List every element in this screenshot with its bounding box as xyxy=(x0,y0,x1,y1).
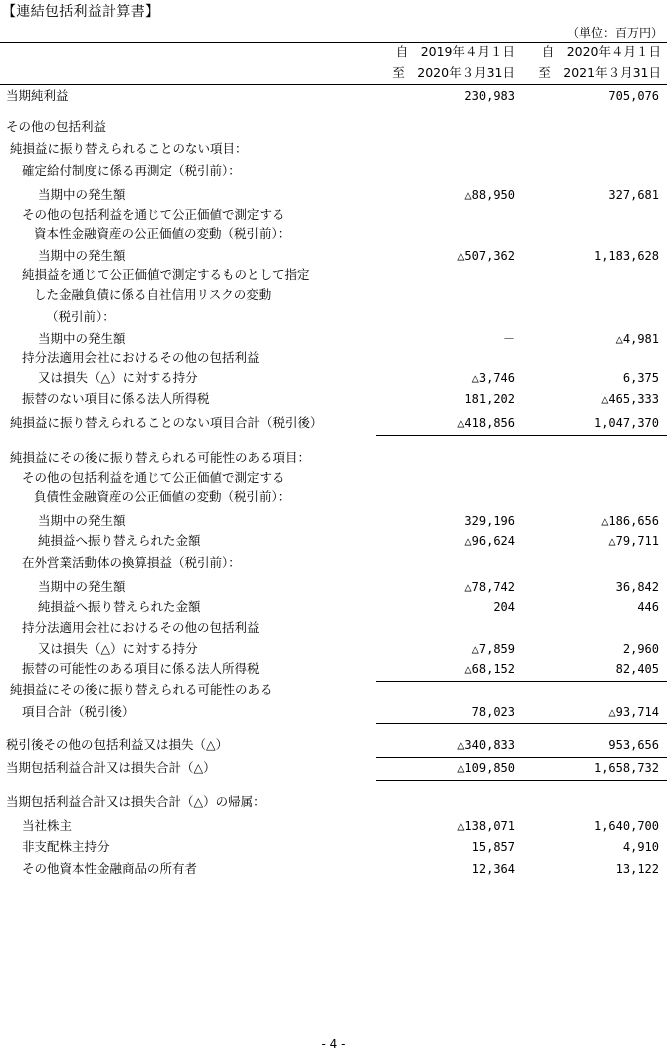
row-label: 純損益に振り替えられることのない項目： xyxy=(10,141,248,156)
value-fy2020: 1,658,732 xyxy=(593,761,659,775)
row-label: その他資本性金融商品の所有者 xyxy=(22,861,198,876)
statement-row xyxy=(0,535,667,553)
value-fy2019: △88,950 xyxy=(464,188,515,202)
row-label: 当期中の発生額 xyxy=(38,187,126,202)
statement-row xyxy=(0,352,667,370)
value-fy2019: △138,071 xyxy=(457,819,515,833)
value-fy2019: － xyxy=(502,332,515,346)
col1-period-from: 自 2019年４月１日 xyxy=(395,44,515,59)
row-label: 在外営業活動体の換算損益（税引前）： xyxy=(22,555,241,570)
statement-row xyxy=(0,333,667,351)
value-fy2020: 13,122 xyxy=(615,862,659,876)
statement-row xyxy=(0,622,667,640)
row-label: 確定給付制度に係る再測定（税引前）： xyxy=(22,163,241,178)
statement-row xyxy=(0,121,667,139)
statement-row xyxy=(0,863,667,881)
statement-row xyxy=(0,515,667,533)
statement-row xyxy=(0,706,667,724)
statement-row xyxy=(0,209,667,227)
value-fy2020: 327,681 xyxy=(608,188,659,202)
statement-row xyxy=(0,663,667,681)
statement-row xyxy=(0,643,667,661)
statement-row xyxy=(0,417,667,435)
row-label: 又は損失（△）に対する持分 xyxy=(38,370,198,385)
page-number: - 4 - xyxy=(321,1037,346,1051)
row-label: 当期包括利益合計又は損失合計（△）の帰属： xyxy=(6,794,266,809)
subtotal-rule xyxy=(376,435,667,436)
statement-row xyxy=(0,189,667,207)
statement-row xyxy=(0,820,667,838)
statement-row xyxy=(0,581,667,599)
value-fy2020: 953,656 xyxy=(608,738,659,752)
subtotal-rule xyxy=(376,723,667,724)
value-fy2019: 329,196 xyxy=(464,514,515,528)
value-fy2019: △68,152 xyxy=(464,662,515,676)
row-label: 負債性金融資産の公正価値の変動（税引前）： xyxy=(34,489,291,504)
row-label: 当期純利益 xyxy=(6,88,69,103)
subtotal-rule xyxy=(376,780,667,781)
row-label: 純損益へ振り替えられた金額 xyxy=(38,533,201,548)
row-label: 当期中の発生額 xyxy=(38,331,126,346)
statement-row xyxy=(0,841,667,859)
row-label: 当社株主 xyxy=(22,818,73,833)
statement-row xyxy=(0,228,667,246)
row-label: 非支配株主持分 xyxy=(22,839,110,854)
value-fy2019: 12,364 xyxy=(471,862,515,876)
row-label: 税引後その他の包括利益又は損失（△） xyxy=(6,737,229,752)
row-label: 純損益を通じて公正価値で測定するものとして指定 xyxy=(22,267,310,282)
row-label: 当期中の発生額 xyxy=(38,579,126,594)
subtotal-rule xyxy=(376,681,667,682)
value-fy2020: 705,076 xyxy=(608,89,659,103)
row-label: 振替のない項目に係る法人所得税 xyxy=(22,391,210,406)
row-label: 当期包括利益合計又は損失合計（△） xyxy=(6,760,216,775)
value-fy2019: △78,742 xyxy=(464,580,515,594)
value-fy2019: 15,857 xyxy=(471,840,515,854)
row-label: （税引前）： xyxy=(46,309,115,324)
row-label: その他の包括利益を通じて公正価値で測定する xyxy=(22,207,285,222)
col2-period-from: 自 2020年４月１日 xyxy=(541,44,661,59)
value-fy2019: △507,362 xyxy=(457,249,515,263)
value-fy2020: 4,910 xyxy=(622,840,659,854)
statement-title: 【連結包括利益計算書】 xyxy=(2,4,160,20)
row-label: 当期中の発生額 xyxy=(38,248,126,263)
value-fy2019: △340,833 xyxy=(457,738,515,752)
value-fy2019: △418,856 xyxy=(457,416,515,430)
row-label: 持分法適用会社におけるその他の包括利益 xyxy=(22,350,260,365)
row-label: した金融負債に係る自社信用リスクの変動 xyxy=(34,287,272,302)
statement-row xyxy=(0,684,667,702)
value-fy2020: 446 xyxy=(637,600,659,614)
statement-row xyxy=(0,557,667,575)
subtotal-rule xyxy=(376,757,667,758)
value-fy2019: 78,023 xyxy=(471,705,515,719)
unit-label: （単位：百万円） xyxy=(566,26,663,40)
statement-row xyxy=(0,393,667,411)
value-fy2020: 1,183,628 xyxy=(593,249,659,263)
row-label: 項目合計（税引後） xyxy=(22,704,135,719)
row-label: 純損益にその後に振り替えられる可能性のある項目： xyxy=(10,450,311,465)
statement-row xyxy=(0,289,667,307)
statement-row xyxy=(0,372,667,390)
value-fy2019: △3,746 xyxy=(471,371,515,385)
value-fy2020: 36,842 xyxy=(615,580,659,594)
statement-row xyxy=(0,311,667,329)
value-fy2019: △96,624 xyxy=(464,534,515,548)
value-fy2020: 1,640,700 xyxy=(593,819,659,833)
row-label: その他の包括利益を通じて公正価値で測定する xyxy=(22,470,285,485)
value-fy2019: △7,859 xyxy=(471,642,515,656)
value-fy2019: 204 xyxy=(493,600,515,614)
value-fy2020: △186,656 xyxy=(601,514,659,528)
row-label: 資本性金融資産の公正価値の変動（税引前）： xyxy=(34,226,291,241)
statement-row xyxy=(0,250,667,268)
value-fy2019: 181,202 xyxy=(464,392,515,406)
row-label: その他の包括利益 xyxy=(6,119,107,134)
row-label: 当期中の発生額 xyxy=(38,513,126,528)
statement-row xyxy=(0,739,667,757)
value-fy2020: △79,711 xyxy=(608,534,659,548)
statement-row xyxy=(0,452,667,470)
value-fy2020: 2,960 xyxy=(622,642,659,656)
value-fy2020: △93,714 xyxy=(608,705,659,719)
value-fy2020: 6,375 xyxy=(622,371,659,385)
statement-row xyxy=(0,90,667,108)
statement-row xyxy=(0,762,667,780)
col2-period-to: 至 2021年３月31日 xyxy=(538,65,661,80)
value-fy2019: △109,850 xyxy=(457,761,515,775)
row-label: 純損益に振り替えられることのない項目合計（税引後） xyxy=(10,415,323,430)
col1-period-to: 至 2020年３月31日 xyxy=(392,65,515,80)
value-fy2020: 1,047,370 xyxy=(593,416,659,430)
statement-row xyxy=(0,472,667,490)
row-label: 又は損失（△）に対する持分 xyxy=(38,641,198,656)
statement-row xyxy=(0,601,667,619)
header-bottom-rule xyxy=(0,84,667,85)
statement-row xyxy=(0,796,667,814)
value-fy2020: △4,981 xyxy=(615,332,659,346)
row-label: 持分法適用会社におけるその他の包括利益 xyxy=(22,620,260,635)
statement-row xyxy=(0,491,667,509)
row-label: 純損益にその後に振り替えられる可能性のある xyxy=(10,682,273,697)
row-label: 振替の可能性のある項目に係る法人所得税 xyxy=(22,661,260,676)
value-fy2020: △465,333 xyxy=(601,392,659,406)
statement-row xyxy=(0,143,667,161)
value-fy2019: 230,983 xyxy=(464,89,515,103)
statement-row xyxy=(0,165,667,183)
value-fy2020: 82,405 xyxy=(615,662,659,676)
row-label: 純損益へ振り替えられた金額 xyxy=(38,599,201,614)
statement-row xyxy=(0,269,667,287)
header-top-rule xyxy=(0,42,667,43)
